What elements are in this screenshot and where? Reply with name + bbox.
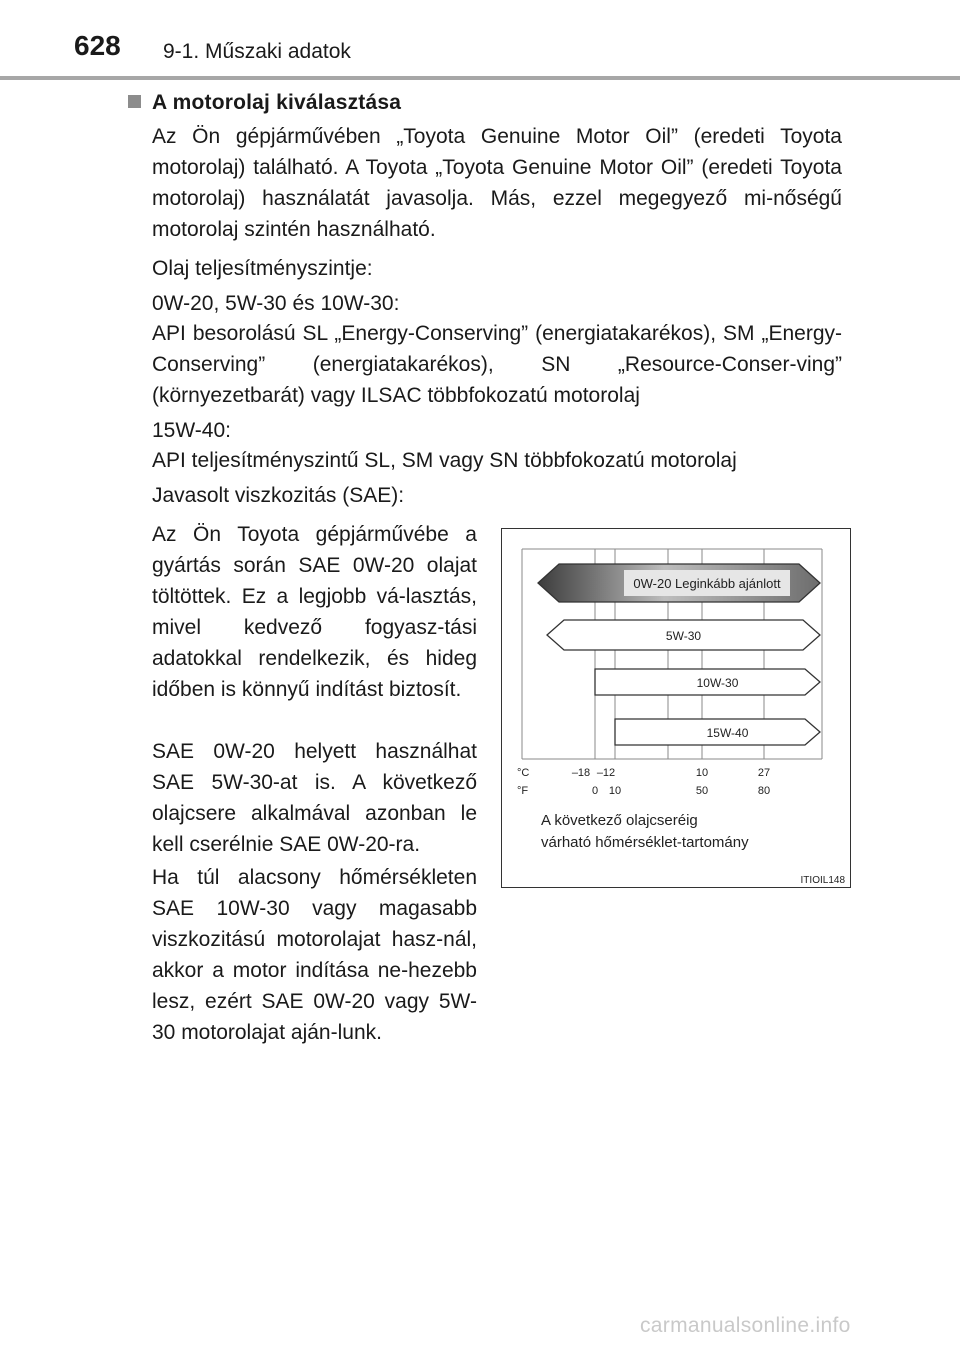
figure-id: ITIOIL148 [800, 875, 845, 886]
watermark: carmanualsonline.info [640, 1314, 851, 1337]
tick-fahrenheit: 0 [591, 785, 599, 797]
tick-fahrenheit: 50 [695, 785, 709, 797]
chart-caption-line-2: várható hőmérséklet-tartomány [541, 834, 749, 851]
unit-celsius: °C [517, 767, 530, 779]
bar-label-10w-30: 10W-30 [696, 676, 739, 690]
chapter-title: 9-1. Műszaki adatok [163, 40, 351, 63]
bar-label-5w-30: 5W-30 [665, 629, 702, 643]
tick-fahrenheit: 10 [608, 785, 622, 797]
tick-celsius: 10 [695, 767, 709, 779]
alt-use-paragraph: SAE 0W-20 helyett használhat SAE 5W-30-at is. A következő olajcsere alkalmával azonban le kell cserélnie SAE 0W-20-ra. [152, 740, 477, 856]
viscosity-label: Javasolt viszkozitás (SAE): [152, 484, 405, 507]
grades-a-label: 0W-20, 5W-30 és 10W-30: [152, 292, 400, 315]
intro-paragraph: Az Ön gépjárművében „Toyota Genuine Motor Oil” (eredeti Toyota motorolaj) található. A Toyota „Toyota Genuine Motor Oil” (eredeti Toyota motorolaj) használatát javasolja. Más, ezzel megegyező mi-nőségű motorolaj szintén használható. [152, 125, 842, 241]
bar-label-0w-20: 0W-20 Leginkább ajánlott [633, 576, 781, 591]
tick-celsius: 27 [757, 767, 771, 779]
unit-fahrenheit: °F [517, 785, 529, 797]
bar-label-15w-40: 15W-40 [706, 726, 749, 740]
tick-celsius: –18 [571, 767, 591, 779]
viscosity-chart [501, 528, 851, 888]
page-number: 628 [74, 30, 121, 61]
bullet-square-icon [128, 95, 141, 108]
header-rule [0, 76, 960, 80]
grades-b-text: API teljesítményszintű SL, SM vagy SN többfokozatú motorolaj [152, 449, 737, 472]
level-label: Olaj teljesítményszintje: [152, 257, 373, 280]
section-heading-text: A motorolaj kiválasztása [152, 91, 402, 114]
section-heading [128, 91, 401, 115]
tick-fahrenheit: 80 [757, 785, 771, 797]
grades-a-text: API besorolású SL „Energy-Conserving” (energiatakarékos), SM „Energy-Conserving” (energiatakarékos), SN „Resource-Conser-ving” (környezetbarát) vagy ILSAC többfokozatú motorolaj [152, 322, 842, 407]
chart-caption-line-1: A következő olajcseréig [541, 812, 698, 829]
grades-b-label: 15W-40: [152, 419, 231, 442]
cold-warning-paragraph: Ha túl alacsony hőmérsékleten SAE 10W-30 vagy magasabb viszkozitású motorolajat hasz-nál, akkor a motor indítása ne-hezebb lesz, ezért SAE 0W-20 vagy 5W-30 motorolajat aján-lunk. [152, 866, 477, 1044]
tick-celsius: –12 [596, 767, 616, 779]
factory-fill-paragraph: Az Ön Toyota gépjárművébe a gyártás során SAE 0W-20 olajat töltöttek. Ez a legjobb vá-lasztás, mivel kedvező fogyasz-tási adatokkal rendelkezik, és hideg időben is könnyű indítást biztosít. [152, 523, 477, 701]
